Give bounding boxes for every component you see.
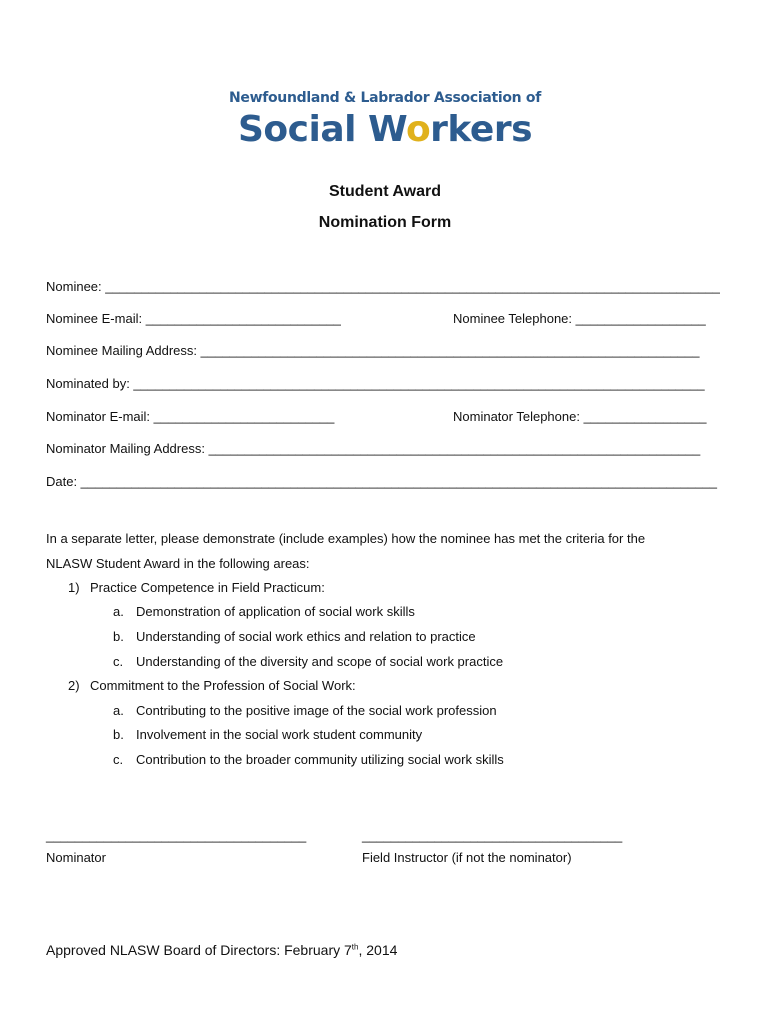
instructions-line1: In a separate letter, please demonstrate (include examples) how the nominee has met the criteria for the	[46, 531, 646, 546]
nominee-email-field[interactable]: Nominee E-mail: ___________________________	[46, 311, 341, 326]
approval-footer-suffix: , 2014	[358, 942, 398, 958]
nominator-signature-line[interactable]: ____________________________________	[46, 828, 307, 843]
criteria-2-letter-c: c.	[113, 752, 124, 767]
criteria-heading-1: Practice Competence in Field Practicum:	[90, 580, 325, 595]
field-instructor-signature-line[interactable]: ____________________________________	[362, 828, 623, 843]
nominator-email-field[interactable]: Nominator E-mail: _________________________	[46, 409, 335, 424]
form-title-line2: Nomination Form	[318, 214, 452, 231]
criteria-2-item-b: Involvement in the social work student community	[136, 727, 423, 742]
criteria-2-letter-a: a.	[113, 703, 124, 718]
criteria-number-1: 1)	[68, 580, 80, 595]
criteria-2-letter-b: b.	[113, 727, 124, 742]
date-field[interactable]: Date: ________________________________________________________________________________________	[46, 474, 717, 489]
criteria-1-item-b: Understanding of social work ethics and relation to practice	[136, 629, 476, 644]
criteria-number-2: 2)	[68, 678, 80, 693]
nominator-mailing-address-field[interactable]: Nominator Mailing Address: ____________________________________________________________________	[46, 441, 701, 456]
approval-footer-sup: th	[351, 942, 359, 952]
nominee-field[interactable]: Nominee: _____________________________________________________________________________________	[46, 279, 720, 294]
criteria-1-letter-c: c.	[113, 654, 124, 669]
criteria-1-item-c: Understanding of the diversity and scope of social work practice	[136, 654, 504, 669]
nominee-telephone-field[interactable]: Nominee Telephone: __________________	[453, 311, 706, 326]
nominator-signature-label: Nominator	[46, 850, 106, 865]
logo-text-part: Social W	[238, 109, 406, 150]
instructions-line2: NLASW Student Award in the following areas:	[46, 556, 310, 571]
criteria-1-letter-a: a.	[113, 604, 124, 619]
nominator-telephone-field[interactable]: Nominator Telephone: _________________	[453, 409, 707, 424]
criteria-1-item-a: Demonstration of application of social work skills	[136, 604, 415, 619]
field-instructor-signature-label: Field Instructor (if not the nominator)	[362, 850, 572, 865]
criteria-2-item-a: Contributing to the positive image of the social work profession	[136, 703, 497, 718]
criteria-1-letter-b: b.	[113, 629, 124, 644]
nominee-mailing-address-field[interactable]: Nominee Mailing Address: _____________________________________________________________________	[46, 343, 700, 358]
form-title-line1: Student Award	[328, 183, 441, 200]
approval-footer-prefix: Approved NLASW Board of Directors: February 7	[46, 942, 352, 958]
logo-accent-letter: o	[405, 109, 431, 150]
criteria-heading-2: Commitment to the Profession of Social Work:	[90, 678, 356, 693]
logo-text-part: rkers	[430, 109, 532, 150]
approval-footer	[46, 942, 397, 958]
logo-association-line: Newfoundland & Labrador Association of	[228, 90, 542, 106]
logo-social-workers	[0, 108, 770, 152]
nominated-by-field[interactable]: Nominated by: _______________________________________________________________________________	[46, 376, 705, 391]
criteria-2-item-c: Contribution to the broader community utilizing social work skills	[136, 752, 504, 767]
